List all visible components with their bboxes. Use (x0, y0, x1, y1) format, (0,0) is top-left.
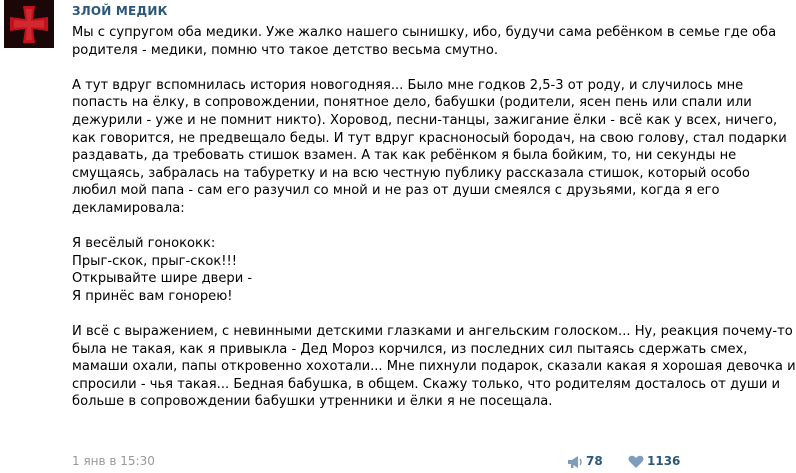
text-line: родителя - медики, помню что такое детство весьма смутно. (72, 42, 499, 58)
paragraph (72, 323, 796, 411)
poem-line: Прыг-скок, прыг-скок!!! (72, 253, 238, 269)
text-line: мамаши охали, папы откровенно хохотали... Мне пихнули подарок, сказали какая я хорошая девочка и (72, 359, 796, 375)
text-line: как говорится, не предвещало беды. И тут вдруг красноносый бородач, на свою голову, стал подарки (72, 130, 787, 146)
text-line: А тут вдруг вспомнилась история новогодняя... Было мне годков 2,5-3 от роду, и случилось мне (72, 77, 744, 93)
poem-line: Я принёс вам гонорею! (72, 288, 233, 304)
heart-icon[interactable] (628, 455, 644, 469)
poem-line: Открывайте шире двери - (72, 271, 253, 287)
text-line: больше в сопровождении бабушки утренники и ёлки я не посещала. (72, 394, 553, 410)
text-line: попасть на ёлку, в сопровождении, понятное дело, бабушки (родители, ясен пень или спали или (72, 95, 752, 111)
text-line: И всё с выражением, с невинными детскими глазками и ангельским голоском... Ну, реакция почему-то (72, 324, 793, 340)
like-count[interactable]: 1136 (647, 454, 681, 468)
paragraph (72, 24, 777, 59)
post-text (72, 24, 796, 411)
text-line: дежурили - уже и не помнит никто). Хоровод, песни-танцы, зажигание ёлки - всё как у всех, ничего, (72, 112, 778, 128)
megaphone-icon[interactable] (567, 455, 583, 469)
avatar[interactable] (4, 0, 54, 48)
text-line: раздавать, да требовать стишок взамен. А так как ребёнком я была бойким, то, ни секунды не (72, 148, 737, 164)
post-date[interactable]: 1 янв в 15:30 (72, 454, 155, 468)
text-line: была не такая, как я привыкла - Дед Мороз корчился, из последних сил пытаясь сдержать смех, (72, 341, 748, 357)
paragraph (72, 77, 787, 218)
poem-line: Я весёлый гонококк: (72, 236, 216, 252)
text-line: спросили - чья такая... Бедная бабушка, в общем. Скажу только, что родителям досталось от души и (72, 376, 781, 392)
author-name[interactable]: ЗЛОЙ МЕДИК (72, 4, 168, 18)
post-footer (72, 454, 682, 472)
text-line: смущаясь, забралась на табуретку и на всю честную публику рассказала стишок, который особо (72, 165, 750, 181)
poem (72, 235, 692, 305)
red-cross-icon (4, 0, 54, 48)
repost-count[interactable]: 78 (586, 454, 603, 468)
text-line: Мы с супругом оба медики. Уже жалко нашего сынишку, ибо, будучи сама ребёнком в семье где оба (72, 25, 777, 40)
text-line: декламировала: (72, 200, 185, 216)
text-line: любил мой папа - сам его разучил со мной и не раз от души смеялся с друзьями, когда я его (72, 183, 720, 199)
